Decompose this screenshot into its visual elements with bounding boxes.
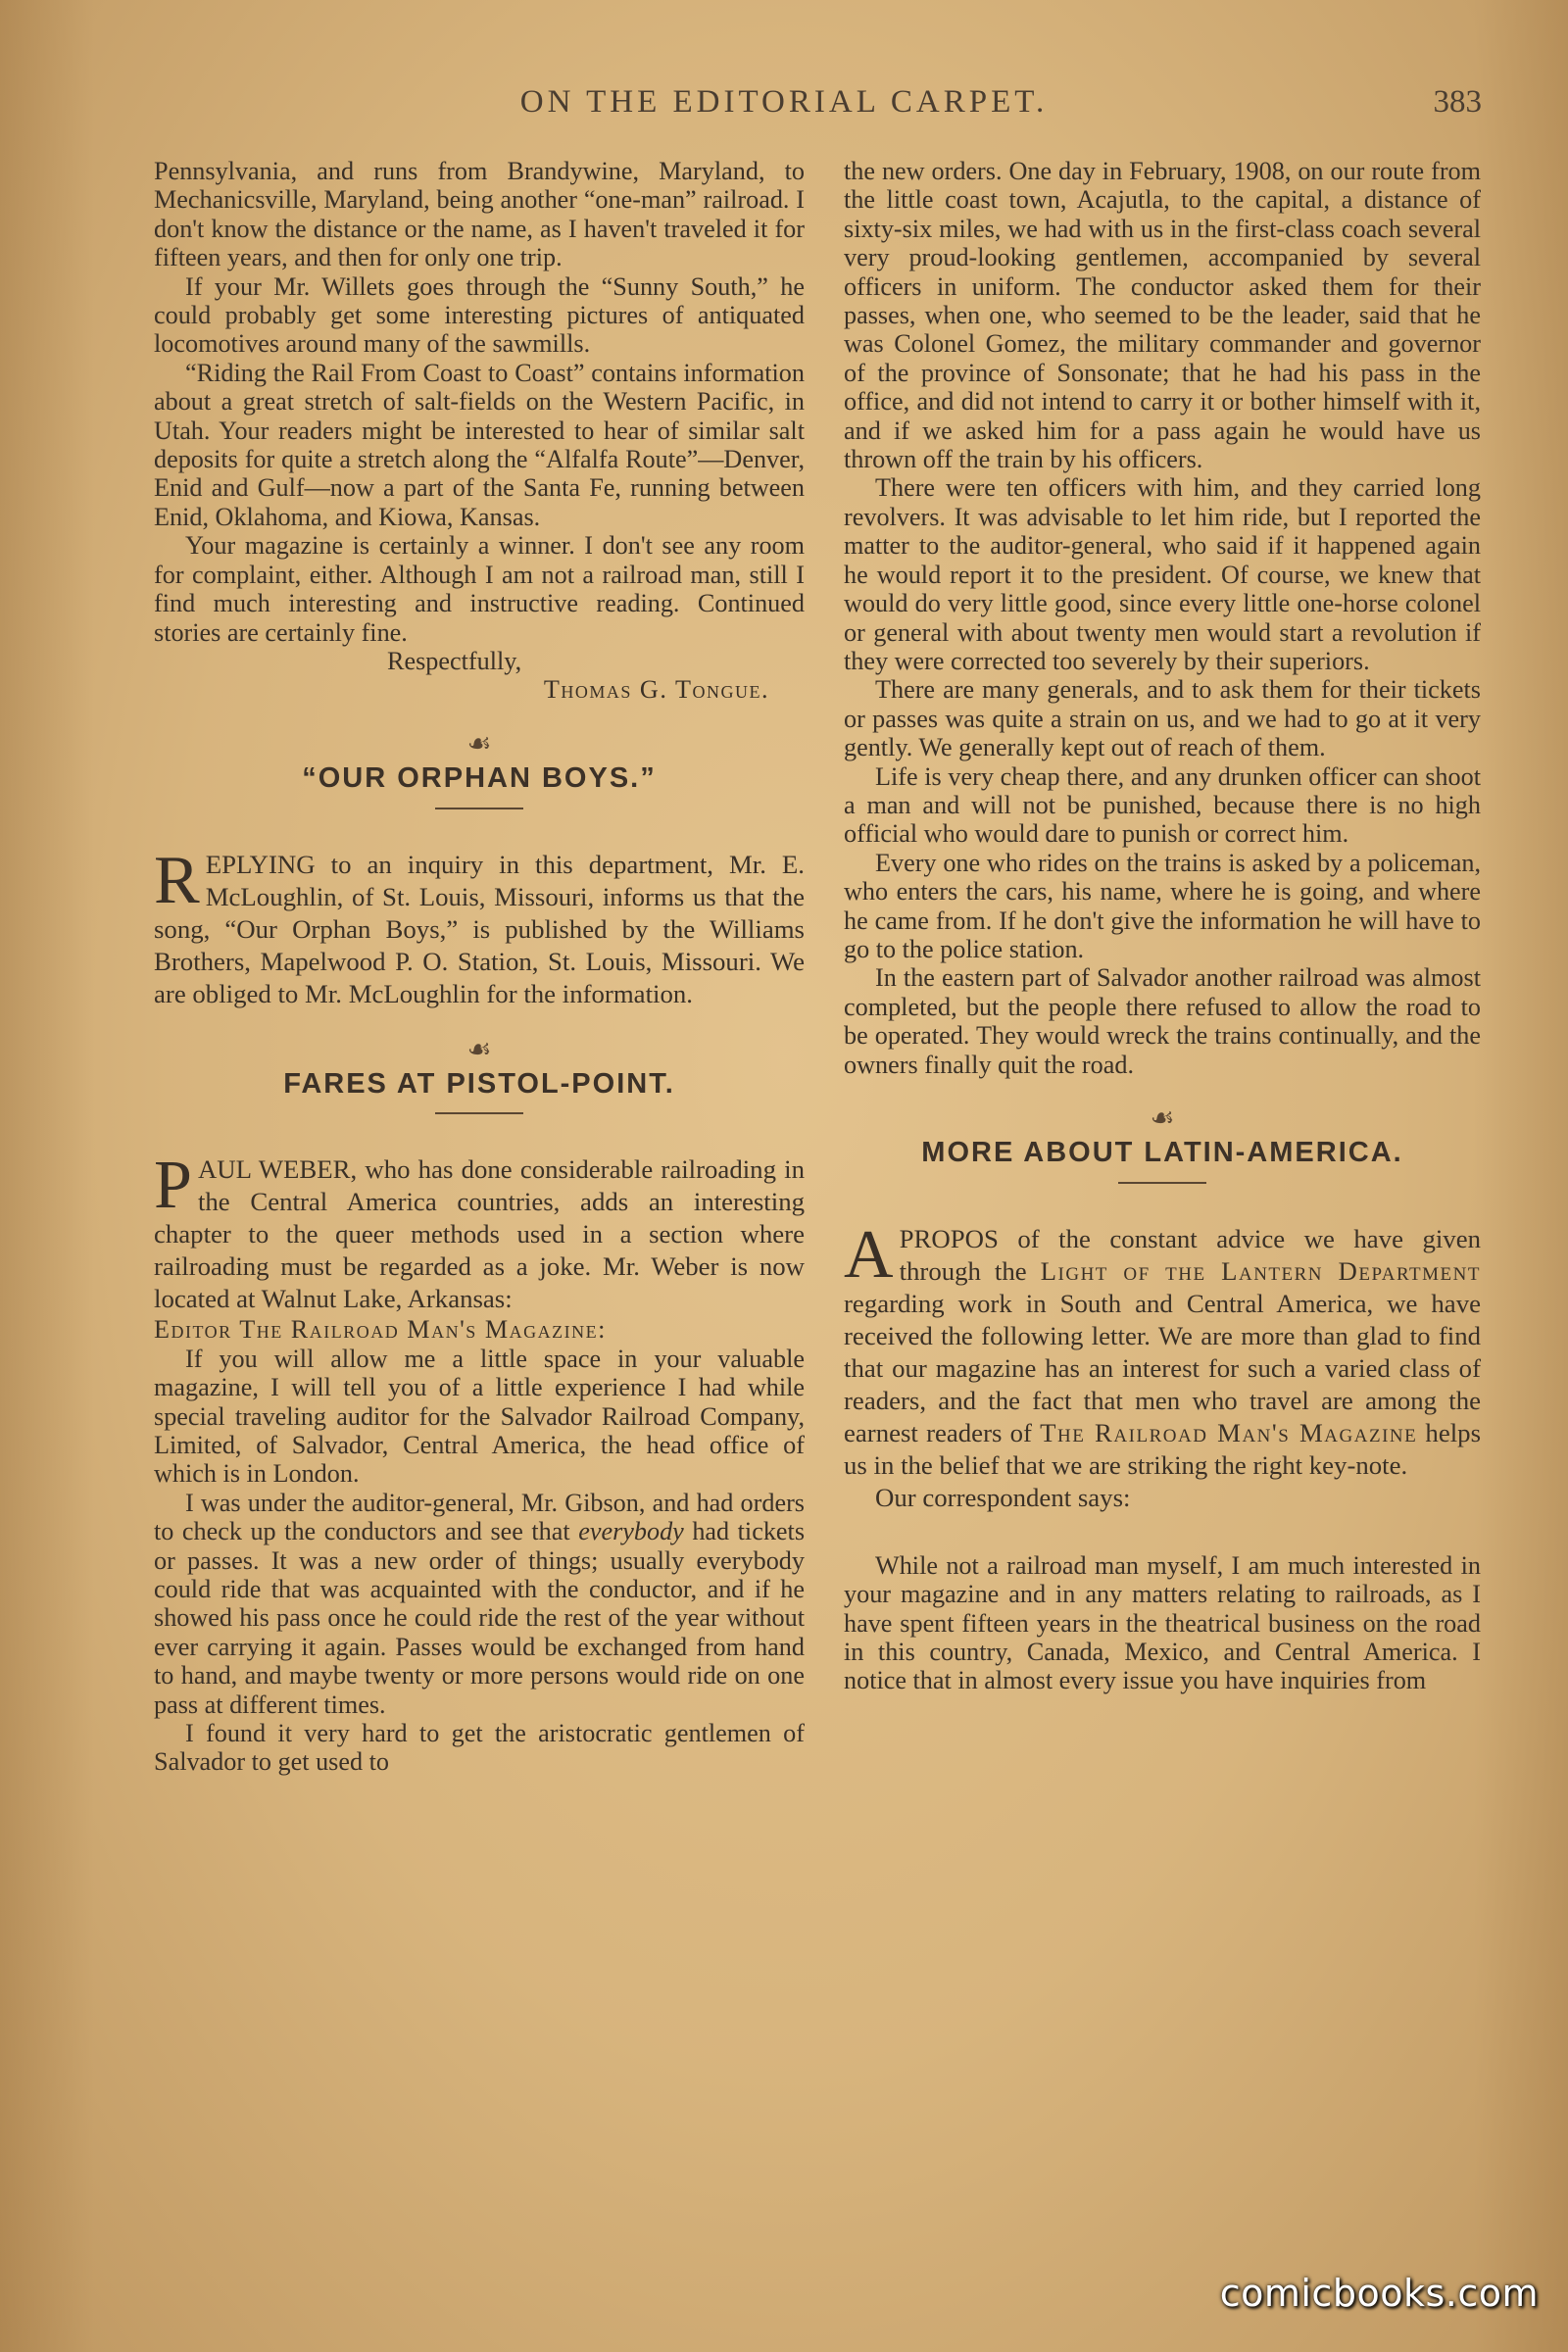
lead-text: who has done considerable railroading in the Central America countries, adds an interesting chapter to the queer methods used in a section where railroading must be regarded as a joke. Mr. Weber is now located at Walnut Lake, Arkansas: xyxy=(154,1154,805,1314)
drop-cap: R xyxy=(154,842,200,918)
body-paragraph: Life is very cheap there, and any drunken officer can shoot a man and will not be punished, because there is no high official who would dare to punish or correct him. xyxy=(844,761,1481,849)
body-paragraph: “Riding the Rail From Coast to Coast” contains information about a great stretch of salt-fields on the Western Pacific, in Utah. Your readers might be interested to hear of similar salt deposits for quite a stretch along the “Alfalfa Route”—Denver, Enid and Gulf—now a part of the Santa Fe, running between Enid, Oklahoma, and Kiowa, Kansas. xyxy=(154,358,805,531)
page-header xyxy=(0,84,1568,123)
signature: Thomas G. Tongue. xyxy=(543,675,769,705)
divider xyxy=(435,1112,523,1114)
drop-cap: P xyxy=(154,1148,192,1224)
lead-caps: EPLYING xyxy=(205,849,316,879)
divider xyxy=(1118,1182,1206,1184)
running-header-title: ON THE EDITORIAL CARPET. xyxy=(519,84,1049,120)
section-lead-paragraph xyxy=(154,842,805,1010)
page-number: 383 xyxy=(1433,84,1482,120)
lead-text: of the constant advice we have given through the xyxy=(899,1223,1481,1286)
watermark-logo: comicbooks.com xyxy=(1219,2272,1539,2315)
lead-text: to an inquiry in this department, Mr. E. McLoughlin, of St. Louis, Missouri, informs us that the song, “Our Orphan Boys,” is published by the Williams Brothers, Mapelwood P. O. Station, St. Louis, Missouri. We are obliged to Mr. McLoughlin for the information. xyxy=(154,849,805,1008)
letter-text: I was under the auditor-general, Mr. Gibson, and had orders to check up the conductors and see that xyxy=(154,1488,805,1546)
ornament-icon: ☙ xyxy=(466,1034,492,1065)
department-name: Light of the Lantern Department xyxy=(1040,1255,1481,1286)
body-paragraph: Pennsylvania, and runs from Brandywine, Maryland, to Mechanicsville, Maryland, being another “one-man” railroad. I don't know the distance or the name, as I haven't traveled it for fifteen years, and then for only one trip. xyxy=(154,157,805,272)
body-paragraph: In the eastern part of Salvador another railroad was almost completed, but the people there refused to allow the road to be operated. They would wreck the trains continually, and the owners finally quit the road. xyxy=(844,963,1481,1079)
letter-paragraph: If you will allow me a little space in your valuable magazine, I will tell you of a little experience I had while special traveling auditor for the Salvador Railroad Company, Limited, of Salvador, Central America, the head office of which is in London. xyxy=(154,1344,805,1489)
magazine-name: The Railroad Man's Magazine xyxy=(1040,1417,1418,1447)
body-paragraph: Every one who rides on the trains is asked by a policeman, who enters the cars, his name, where he is going, and where he came from. If he don't give the information he will have to go to the police station. xyxy=(844,848,1481,963)
ornament-icon: ☙ xyxy=(466,728,492,760)
letter-paragraph: I found it very hard to get the aristocratic gentlemen of Salvador to get used to xyxy=(154,1719,805,1777)
section-lead-paragraph xyxy=(844,1216,1481,1482)
emphasis: everybody xyxy=(578,1517,684,1546)
letter-salutation: Editor The Railroad Man's Magazine: xyxy=(154,1315,607,1345)
letter-paragraph: While not a railroad man myself, I am much interested in your magazine and in any matters relating to railroads, as I have spent fifteen years in the theatrical business on the road in this country, Canada, Mexico, and Central America. I notice that in almost every issue you have inquiries from xyxy=(844,1550,1481,1695)
lead-text: regarding work in South and Central America, we have received the following letter. We are more than glad to find that our magazine has an interest for such a varied class of readers, and the fact that men who travel are among the earnest readers of xyxy=(844,1288,1481,1447)
letter-signoff xyxy=(154,647,805,705)
body-paragraph: If your Mr. Willets goes through the “Sunny South,” he could probably get some interesting pictures of antiquated locomotives around many of the sawmills. xyxy=(154,271,805,359)
drop-cap: A xyxy=(844,1216,894,1293)
closing-line: Respectfully, xyxy=(387,646,522,675)
right-column xyxy=(844,157,1481,1695)
lead-text: helps us in the belief that we are striking the right key-note. xyxy=(844,1417,1481,1480)
section-heading-latin-america: MORE ABOUT LATIN-AMERICA. xyxy=(921,1137,1403,1169)
section-heading-orphan-boys: “OUR ORPHAN BOYS.” xyxy=(302,762,657,795)
section-lead-paragraph xyxy=(154,1148,805,1315)
lead-caps: AUL WEBER, xyxy=(197,1154,358,1185)
ornament-icon: ☙ xyxy=(1150,1103,1175,1134)
body-paragraph: Your magazine is certainly a winner. I don't see any room for complaint, either. Although I am not a railroad man, still I find much interesting and instructive reading. Continued stories are certainly fine. xyxy=(154,531,805,647)
spacer xyxy=(844,1514,1481,1551)
letter-text: had tickets or passes. It was a new order of things; usually everybody could ride that was acquainted with the conductor, and if he showed his pass once he could ride the rest of the year without ever carrying it again. Passes would be exchanged from hand to hand, and maybe twenty or more persons would ride on one pass at different times. xyxy=(154,1517,806,1719)
body-paragraph: There were ten officers with him, and they carried long revolvers. It was advisable to let him ride, but I reported the matter to the auditor-general, who said if it happened again he would report it to the president. Of course, we knew that would do very little good, since every little one-horse colonel or general with about twenty men would start a revolution if they were corrected too severely by their superiors. xyxy=(844,473,1481,675)
left-column xyxy=(154,157,805,1777)
divider xyxy=(435,808,523,809)
body-paragraph: the new orders. One day in February, 1908, on our route from the little coast town, Acajutla, to the capital, a distance of sixty-six miles, we had with us in the first-class coach several very proud-looking gentlemen, accompanied by several officers in uniform. The conductor asked them for their passes, when one, who seemed to be the leader, said that he was Colonel Gomez, the military commander and governor of the province of Sonsonate; that he had his pass in the office, and did not intend to carry it or bother himself with it, and if we asked him for a pass again he would have us thrown off the train by his officers. xyxy=(844,157,1481,474)
correspondent-intro: Our correspondent says: xyxy=(875,1482,1131,1512)
section-heading-pistol-point: FARES AT PISTOL-POINT. xyxy=(283,1067,675,1100)
letter-paragraph xyxy=(154,1489,805,1719)
lead-caps: PROPOS xyxy=(899,1223,999,1253)
body-paragraph: There are many generals, and to ask them for their tickets or passes was quite a strain on us, and we had to go at it very gently. We generally kept out of reach of them. xyxy=(844,675,1481,762)
